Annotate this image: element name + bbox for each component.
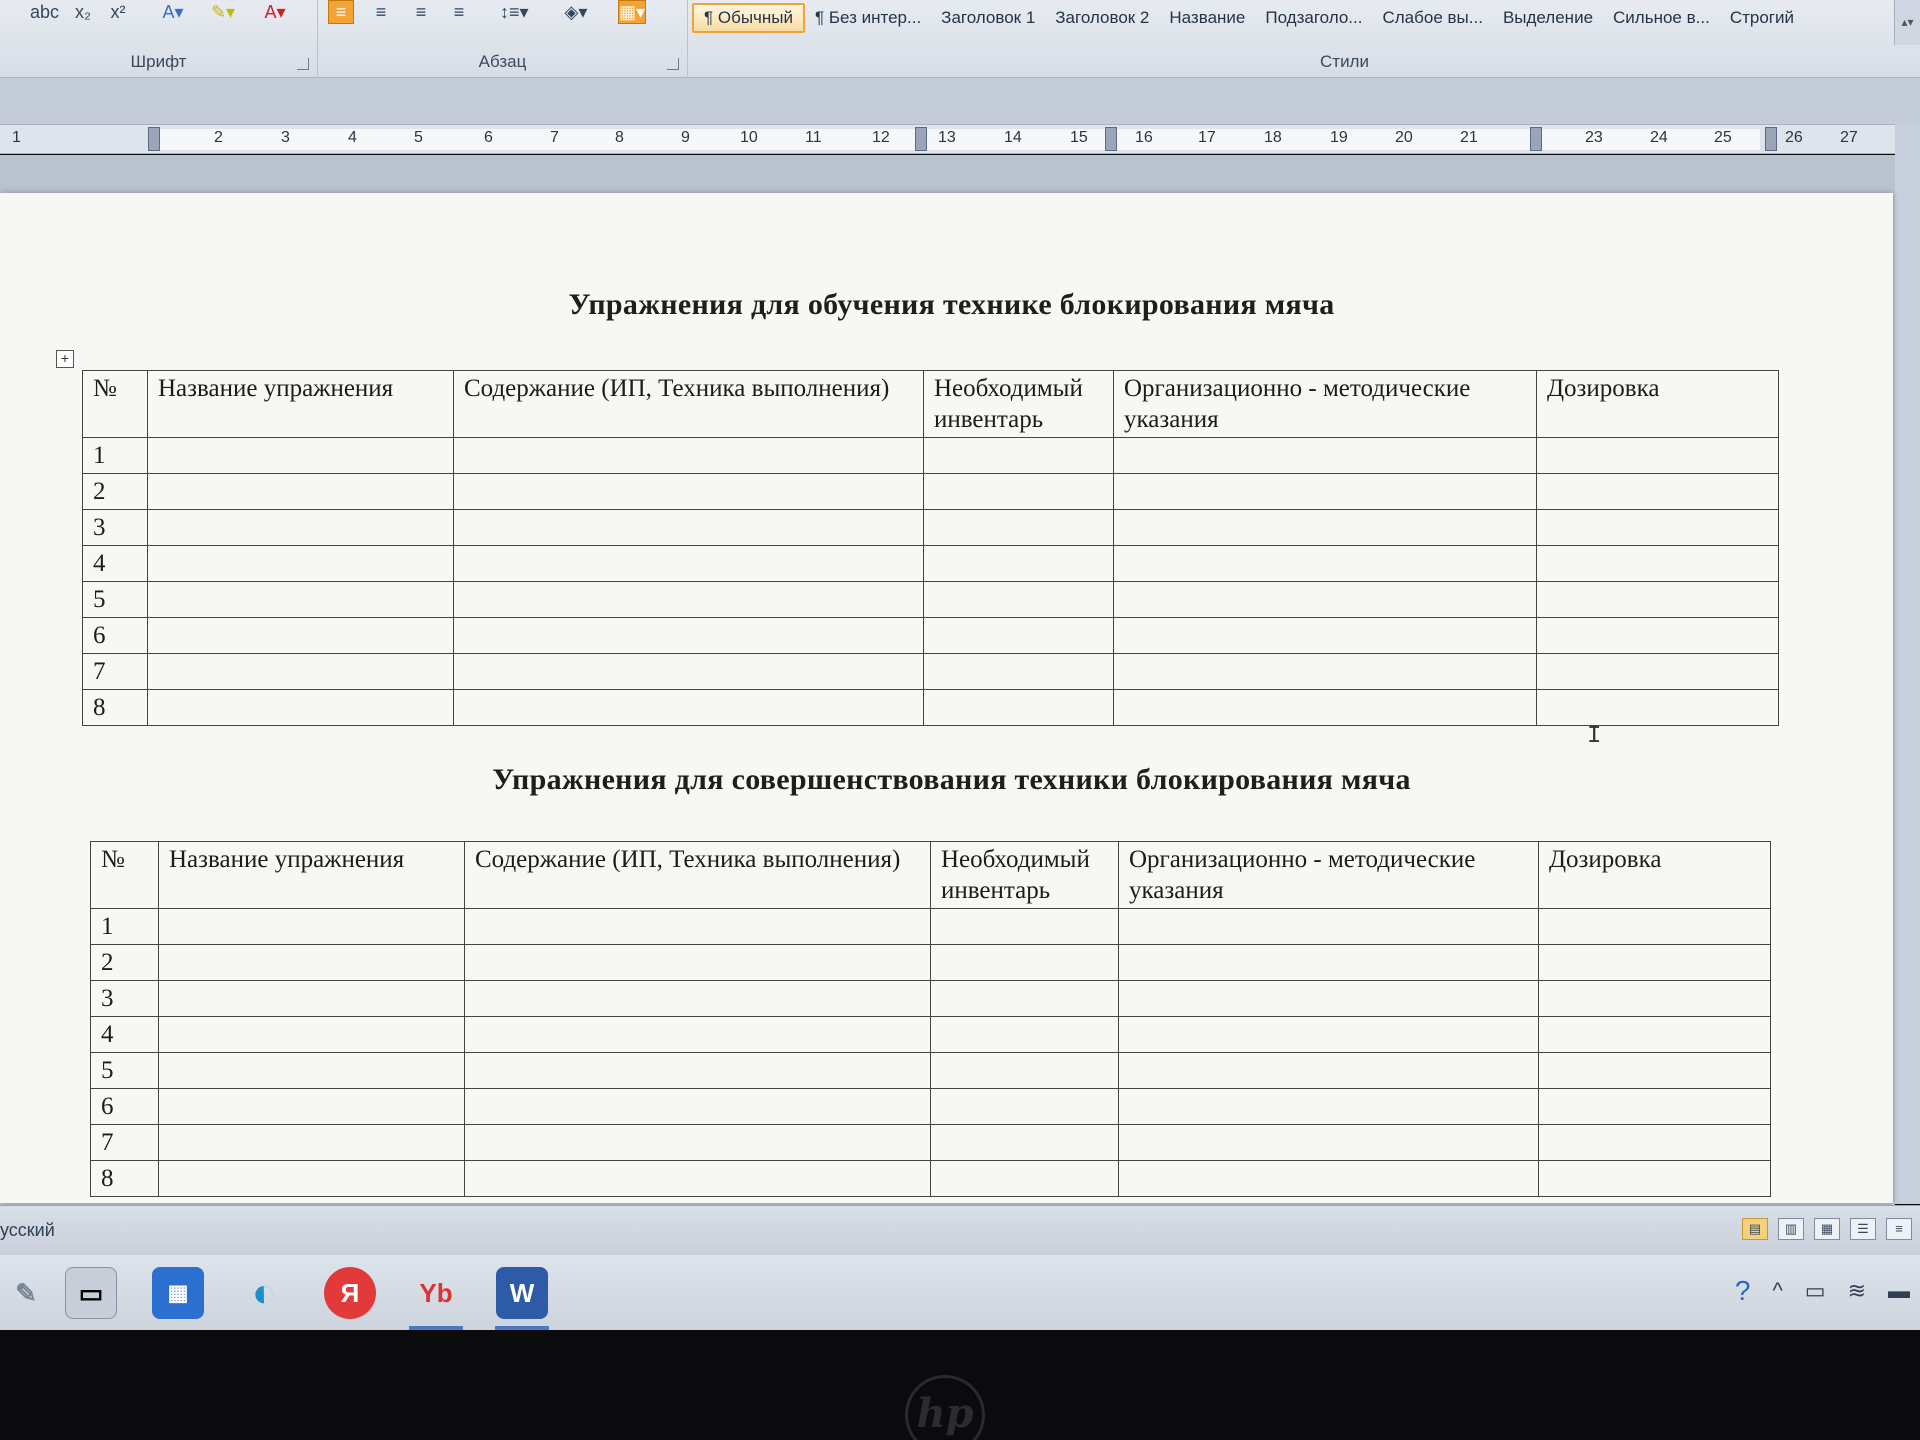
table-cell[interactable] bbox=[159, 1089, 465, 1125]
paragraph-group-label: Абзац bbox=[478, 52, 527, 71]
ruler-mark: 6 bbox=[484, 129, 493, 146]
ruler-mark: 5 bbox=[414, 129, 423, 146]
table-cell[interactable] bbox=[1119, 1161, 1539, 1197]
yandex-browser-icon[interactable]: Я bbox=[324, 1267, 376, 1319]
table-cell[interactable] bbox=[465, 1125, 931, 1161]
tray-expand-icon[interactable]: ^ bbox=[1772, 1278, 1783, 1303]
table-cell[interactable] bbox=[1537, 438, 1779, 474]
table-row bbox=[83, 582, 1779, 618]
style-strong[interactable]: Строгий bbox=[1729, 8, 1794, 27]
table-cell[interactable] bbox=[1537, 582, 1779, 618]
table-cell[interactable] bbox=[931, 1089, 1119, 1125]
table-cell[interactable] bbox=[148, 618, 454, 654]
horizontal-ruler[interactable] bbox=[0, 124, 1895, 154]
system-tray bbox=[1735, 1275, 1910, 1307]
table-cell[interactable] bbox=[1539, 1125, 1771, 1161]
table-cell[interactable] bbox=[1537, 690, 1779, 726]
table-cell[interactable] bbox=[1114, 582, 1537, 618]
table-cell[interactable] bbox=[1537, 654, 1779, 690]
column-header-number: № bbox=[91, 842, 159, 909]
print-layout-icon[interactable]: ▤ bbox=[1742, 1218, 1768, 1240]
column-header-guidelines: Организационно - методические указания bbox=[1114, 371, 1537, 438]
table-row bbox=[83, 654, 1779, 690]
table-cell[interactable] bbox=[465, 909, 931, 945]
table-cell[interactable] bbox=[1537, 510, 1779, 546]
ruler-mark: 24 bbox=[1650, 129, 1668, 146]
table-cell[interactable] bbox=[1539, 945, 1771, 981]
row-number: 6 bbox=[83, 618, 148, 654]
table-cell[interactable] bbox=[465, 981, 931, 1017]
shading-icon[interactable]: ◈▾ bbox=[564, 1, 588, 22]
column-header-equipment: Необходимый инвентарь bbox=[924, 371, 1114, 438]
ruler-mark: 17 bbox=[1198, 129, 1216, 146]
table-cell[interactable] bbox=[148, 438, 454, 474]
ruler-mark: 3 bbox=[281, 129, 290, 146]
row-number: 5 bbox=[91, 1053, 159, 1089]
table-cell[interactable] bbox=[148, 690, 454, 726]
table-row bbox=[83, 546, 1779, 582]
table-cell[interactable] bbox=[454, 510, 924, 546]
table-cell[interactable] bbox=[924, 654, 1114, 690]
style-subtitle[interactable]: Подзаголо... bbox=[1265, 8, 1363, 27]
table-cell[interactable] bbox=[148, 582, 454, 618]
font-group-label: Шрифт bbox=[130, 52, 187, 71]
ruler-mark: 7 bbox=[550, 129, 559, 146]
column-header-name: Название упражнения bbox=[159, 842, 465, 909]
table-cell[interactable] bbox=[931, 1053, 1119, 1089]
table-cell[interactable] bbox=[159, 1017, 465, 1053]
table-cell[interactable] bbox=[454, 474, 924, 510]
ruler-mark: 23 bbox=[1585, 129, 1603, 146]
column-marker-icon[interactable] bbox=[915, 127, 927, 151]
ruler-mark: 2 bbox=[214, 129, 223, 146]
font-color-icon[interactable]: A▾ bbox=[264, 1, 286, 22]
table-cell[interactable] bbox=[924, 474, 1114, 510]
table-cell[interactable] bbox=[148, 474, 454, 510]
view-buttons bbox=[1742, 1218, 1912, 1240]
document-page[interactable] bbox=[0, 193, 1893, 1203]
styles-gallery bbox=[692, 0, 1892, 36]
table-cell[interactable] bbox=[465, 1161, 931, 1197]
table-cell[interactable] bbox=[1119, 1125, 1539, 1161]
style-normal[interactable]: ¶ Обычный bbox=[692, 3, 805, 33]
table-cell[interactable] bbox=[1539, 1017, 1771, 1053]
outline-icon[interactable]: ☰ bbox=[1850, 1218, 1876, 1240]
table-cell[interactable] bbox=[931, 1161, 1119, 1197]
table-cell[interactable] bbox=[159, 945, 465, 981]
table-cell[interactable] bbox=[931, 981, 1119, 1017]
pen-icon[interactable]: ✎ bbox=[15, 1277, 37, 1308]
table-row bbox=[91, 1089, 1771, 1125]
table-cell[interactable] bbox=[159, 1053, 465, 1089]
ruler-mark: 26 bbox=[1785, 129, 1803, 146]
table-cell[interactable] bbox=[924, 618, 1114, 654]
table-row bbox=[91, 945, 1771, 981]
table-cell[interactable] bbox=[454, 618, 924, 654]
table-cell[interactable] bbox=[1539, 1053, 1771, 1089]
table-cell[interactable] bbox=[148, 654, 454, 690]
table1 bbox=[82, 370, 1779, 726]
style-intense-emphasis[interactable]: Сильное в... bbox=[1613, 8, 1710, 27]
style-subtle-emphasis[interactable]: Слабое вы... bbox=[1382, 8, 1483, 27]
table-cell[interactable] bbox=[1537, 618, 1779, 654]
row-number: 1 bbox=[83, 438, 148, 474]
text-effects-icon[interactable]: A▾ bbox=[162, 1, 184, 22]
align-center-icon[interactable]: ≡ bbox=[375, 1, 387, 22]
column-header-dosage: Дозировка bbox=[1537, 371, 1779, 438]
table-header-row bbox=[91, 842, 1771, 909]
column-marker-icon[interactable] bbox=[1765, 127, 1777, 151]
table-row bbox=[91, 909, 1771, 945]
row-number: 7 bbox=[91, 1125, 159, 1161]
table-row bbox=[83, 474, 1779, 510]
hp-logo: hp bbox=[905, 1375, 985, 1440]
document-workspace bbox=[0, 155, 1895, 1205]
ribbon-band bbox=[0, 78, 1920, 124]
row-number: 2 bbox=[91, 945, 159, 981]
borders-icon[interactable]: ▦▾ bbox=[618, 0, 646, 24]
table-cell[interactable] bbox=[148, 546, 454, 582]
taskbar bbox=[0, 1255, 1920, 1330]
paragraph-group bbox=[318, 0, 688, 78]
table-cell[interactable] bbox=[159, 909, 465, 945]
table-cell[interactable] bbox=[1114, 690, 1537, 726]
table-cell[interactable] bbox=[931, 1017, 1119, 1053]
indent-marker-icon[interactable] bbox=[148, 127, 160, 151]
superscript-icon[interactable]: x² bbox=[110, 1, 126, 22]
column-header-content: Содержание (ИП, Техника выполнения) bbox=[454, 371, 924, 438]
row-number: 8 bbox=[83, 690, 148, 726]
column-header-number: № bbox=[83, 371, 148, 438]
table-cell[interactable] bbox=[1539, 1161, 1771, 1197]
table-row bbox=[83, 510, 1779, 546]
column-header-equipment: Необходимый инвентарь bbox=[931, 842, 1119, 909]
style-emphasis[interactable]: Выделение bbox=[1502, 8, 1594, 27]
style-heading-1[interactable]: Заголовок 1 bbox=[941, 8, 1036, 27]
table-row bbox=[83, 690, 1779, 726]
table-cell[interactable] bbox=[159, 981, 465, 1017]
table-cell[interactable] bbox=[1539, 981, 1771, 1017]
row-number: 4 bbox=[91, 1017, 159, 1053]
row-number: 4 bbox=[83, 546, 148, 582]
table-cell[interactable] bbox=[1539, 1089, 1771, 1125]
wifi-icon[interactable]: ≋ bbox=[1847, 1278, 1866, 1303]
table2-title: Упражнения для совершенствования техники блокирования мяча bbox=[492, 763, 1411, 796]
image-viewer-icon[interactable]: ▭ bbox=[65, 1267, 117, 1319]
ruler-mark: 11 bbox=[805, 129, 822, 146]
table-cell[interactable] bbox=[1119, 1017, 1539, 1053]
table-cell[interactable] bbox=[924, 510, 1114, 546]
line-spacing-icon[interactable]: ↕≡▾ bbox=[500, 1, 529, 22]
column-marker-icon[interactable] bbox=[1105, 127, 1117, 151]
display-icon[interactable]: ▭ bbox=[1804, 1278, 1826, 1303]
style-title[interactable]: Название bbox=[1169, 8, 1246, 27]
ruler-mark: 21 bbox=[1460, 129, 1478, 146]
text-cursor-icon: I bbox=[1587, 723, 1602, 750]
table-row bbox=[91, 981, 1771, 1017]
ruler-mark: 14 bbox=[1004, 129, 1022, 146]
ruler-mark: 12 bbox=[872, 129, 890, 146]
table-cell[interactable] bbox=[924, 438, 1114, 474]
table1-title: Упражнения для обучения технике блокирования мяча bbox=[568, 288, 1335, 321]
row-number: 1 bbox=[91, 909, 159, 945]
language-indicator[interactable]: усский bbox=[0, 1220, 55, 1240]
table-cell[interactable] bbox=[931, 909, 1119, 945]
row-number: 2 bbox=[83, 474, 148, 510]
vertical-scrollbar[interactable] bbox=[1895, 124, 1920, 1204]
row-number: 3 bbox=[83, 510, 148, 546]
ruler-mark: 19 bbox=[1330, 129, 1348, 146]
subscript-icon[interactable]: x₂ bbox=[75, 1, 91, 22]
word-icon[interactable]: W bbox=[496, 1267, 548, 1319]
ruler-mark: 13 bbox=[938, 129, 956, 146]
ruler-mark: 15 bbox=[1070, 129, 1088, 146]
edge-browser-icon[interactable]: ◐ bbox=[251, 1270, 277, 1315]
align-left-icon[interactable]: ≡ bbox=[328, 0, 354, 24]
table-cell[interactable] bbox=[1114, 546, 1537, 582]
highlight-color-icon[interactable]: ✎▾ bbox=[210, 1, 236, 22]
table-cell[interactable] bbox=[454, 690, 924, 726]
row-number: 5 bbox=[83, 582, 148, 618]
draft-icon[interactable]: ≡ bbox=[1886, 1218, 1912, 1240]
ruler-mark: 8 bbox=[615, 129, 624, 146]
row-number: 3 bbox=[91, 981, 159, 1017]
table-cell[interactable] bbox=[465, 1017, 931, 1053]
table-cell[interactable] bbox=[924, 546, 1114, 582]
table-cell[interactable] bbox=[1114, 474, 1537, 510]
table-cell[interactable] bbox=[1119, 1053, 1539, 1089]
table-move-handle-icon[interactable]: + bbox=[56, 350, 74, 368]
help-icon[interactable]: ? bbox=[1734, 1275, 1751, 1306]
ruler-mark: 18 bbox=[1264, 129, 1282, 146]
table-cell[interactable] bbox=[1114, 654, 1537, 690]
table-row bbox=[83, 438, 1779, 474]
table-cell[interactable] bbox=[1537, 546, 1779, 582]
table-cell[interactable] bbox=[148, 510, 454, 546]
table-cell[interactable] bbox=[1119, 1089, 1539, 1125]
table-cell[interactable] bbox=[465, 1053, 931, 1089]
align-right-icon[interactable]: ≡ bbox=[415, 1, 427, 22]
table-cell[interactable] bbox=[1114, 438, 1537, 474]
justify-icon[interactable]: ≡ bbox=[453, 1, 465, 22]
table-row bbox=[83, 618, 1779, 654]
font-dialog-launcher-icon[interactable] bbox=[297, 58, 309, 70]
table-row bbox=[91, 1125, 1771, 1161]
table-cell[interactable] bbox=[931, 945, 1119, 981]
full-screen-reading-icon[interactable]: ▥ bbox=[1778, 1218, 1804, 1240]
table-cell[interactable] bbox=[1114, 510, 1537, 546]
ruler-mark: 25 bbox=[1714, 129, 1732, 146]
strikethrough-icon[interactable]: abc bbox=[30, 1, 60, 22]
table-cell[interactable] bbox=[924, 582, 1114, 618]
table-cell[interactable] bbox=[454, 654, 924, 690]
row-number: 8 bbox=[91, 1161, 159, 1197]
table-cell[interactable] bbox=[924, 690, 1114, 726]
paragraph-dialog-launcher-icon[interactable] bbox=[667, 58, 679, 70]
column-header-name: Название упражнения bbox=[148, 371, 454, 438]
table-row bbox=[91, 1053, 1771, 1089]
ruler-mark: 1 bbox=[12, 129, 21, 146]
status-bar bbox=[0, 1205, 1920, 1255]
table-cell[interactable] bbox=[1114, 618, 1537, 654]
table-cell[interactable] bbox=[1539, 909, 1771, 945]
table-cell[interactable] bbox=[159, 1161, 465, 1197]
ruler-mark: 27 bbox=[1840, 129, 1858, 146]
table2 bbox=[90, 841, 1771, 1197]
column-header-dosage: Дозировка bbox=[1539, 842, 1771, 909]
row-number: 7 bbox=[83, 654, 148, 690]
monitor-bezel bbox=[0, 1330, 1920, 1440]
table-cell[interactable] bbox=[159, 1125, 465, 1161]
table-cell[interactable] bbox=[1119, 981, 1539, 1017]
table-cell[interactable] bbox=[454, 438, 924, 474]
table-cell[interactable] bbox=[454, 582, 924, 618]
ruler-mark: 10 bbox=[740, 129, 758, 146]
column-header-content: Содержание (ИП, Техника выполнения) bbox=[465, 842, 931, 909]
ruler-mark: 20 bbox=[1395, 129, 1413, 146]
styles-group-label: Стили bbox=[1320, 52, 1369, 71]
column-marker-icon[interactable] bbox=[1530, 127, 1542, 151]
table-cell[interactable] bbox=[465, 1089, 931, 1125]
table-cell[interactable] bbox=[465, 945, 931, 981]
table-cell[interactable] bbox=[931, 1125, 1119, 1161]
table-cell[interactable] bbox=[1119, 909, 1539, 945]
style-no-spacing[interactable]: ¶ Без интер... bbox=[815, 8, 922, 27]
yandex-music-icon[interactable]: Yb bbox=[419, 1277, 453, 1308]
table-row bbox=[91, 1161, 1771, 1197]
style-heading-2[interactable]: Заголовок 2 bbox=[1055, 8, 1150, 27]
table-cell[interactable] bbox=[1537, 474, 1779, 510]
column-header-guidelines: Организационно - методические указания bbox=[1119, 842, 1539, 909]
battery-icon[interactable]: ▬ bbox=[1888, 1278, 1910, 1303]
table-header-row bbox=[83, 371, 1779, 438]
table-cell[interactable] bbox=[1119, 945, 1539, 981]
store-icon[interactable]: ▦ bbox=[152, 1267, 204, 1319]
web-layout-icon[interactable]: ▦ bbox=[1814, 1218, 1840, 1240]
table-cell[interactable] bbox=[454, 546, 924, 582]
ruler-mark: 4 bbox=[348, 129, 357, 146]
styles-scroll-icon[interactable]: ▴▾ bbox=[1894, 0, 1920, 45]
ruler-mark: 16 bbox=[1135, 129, 1153, 146]
table-row bbox=[91, 1017, 1771, 1053]
ruler-mark: 9 bbox=[681, 129, 690, 146]
ribbon bbox=[0, 0, 1920, 78]
font-group bbox=[0, 0, 318, 78]
row-number: 6 bbox=[91, 1089, 159, 1125]
